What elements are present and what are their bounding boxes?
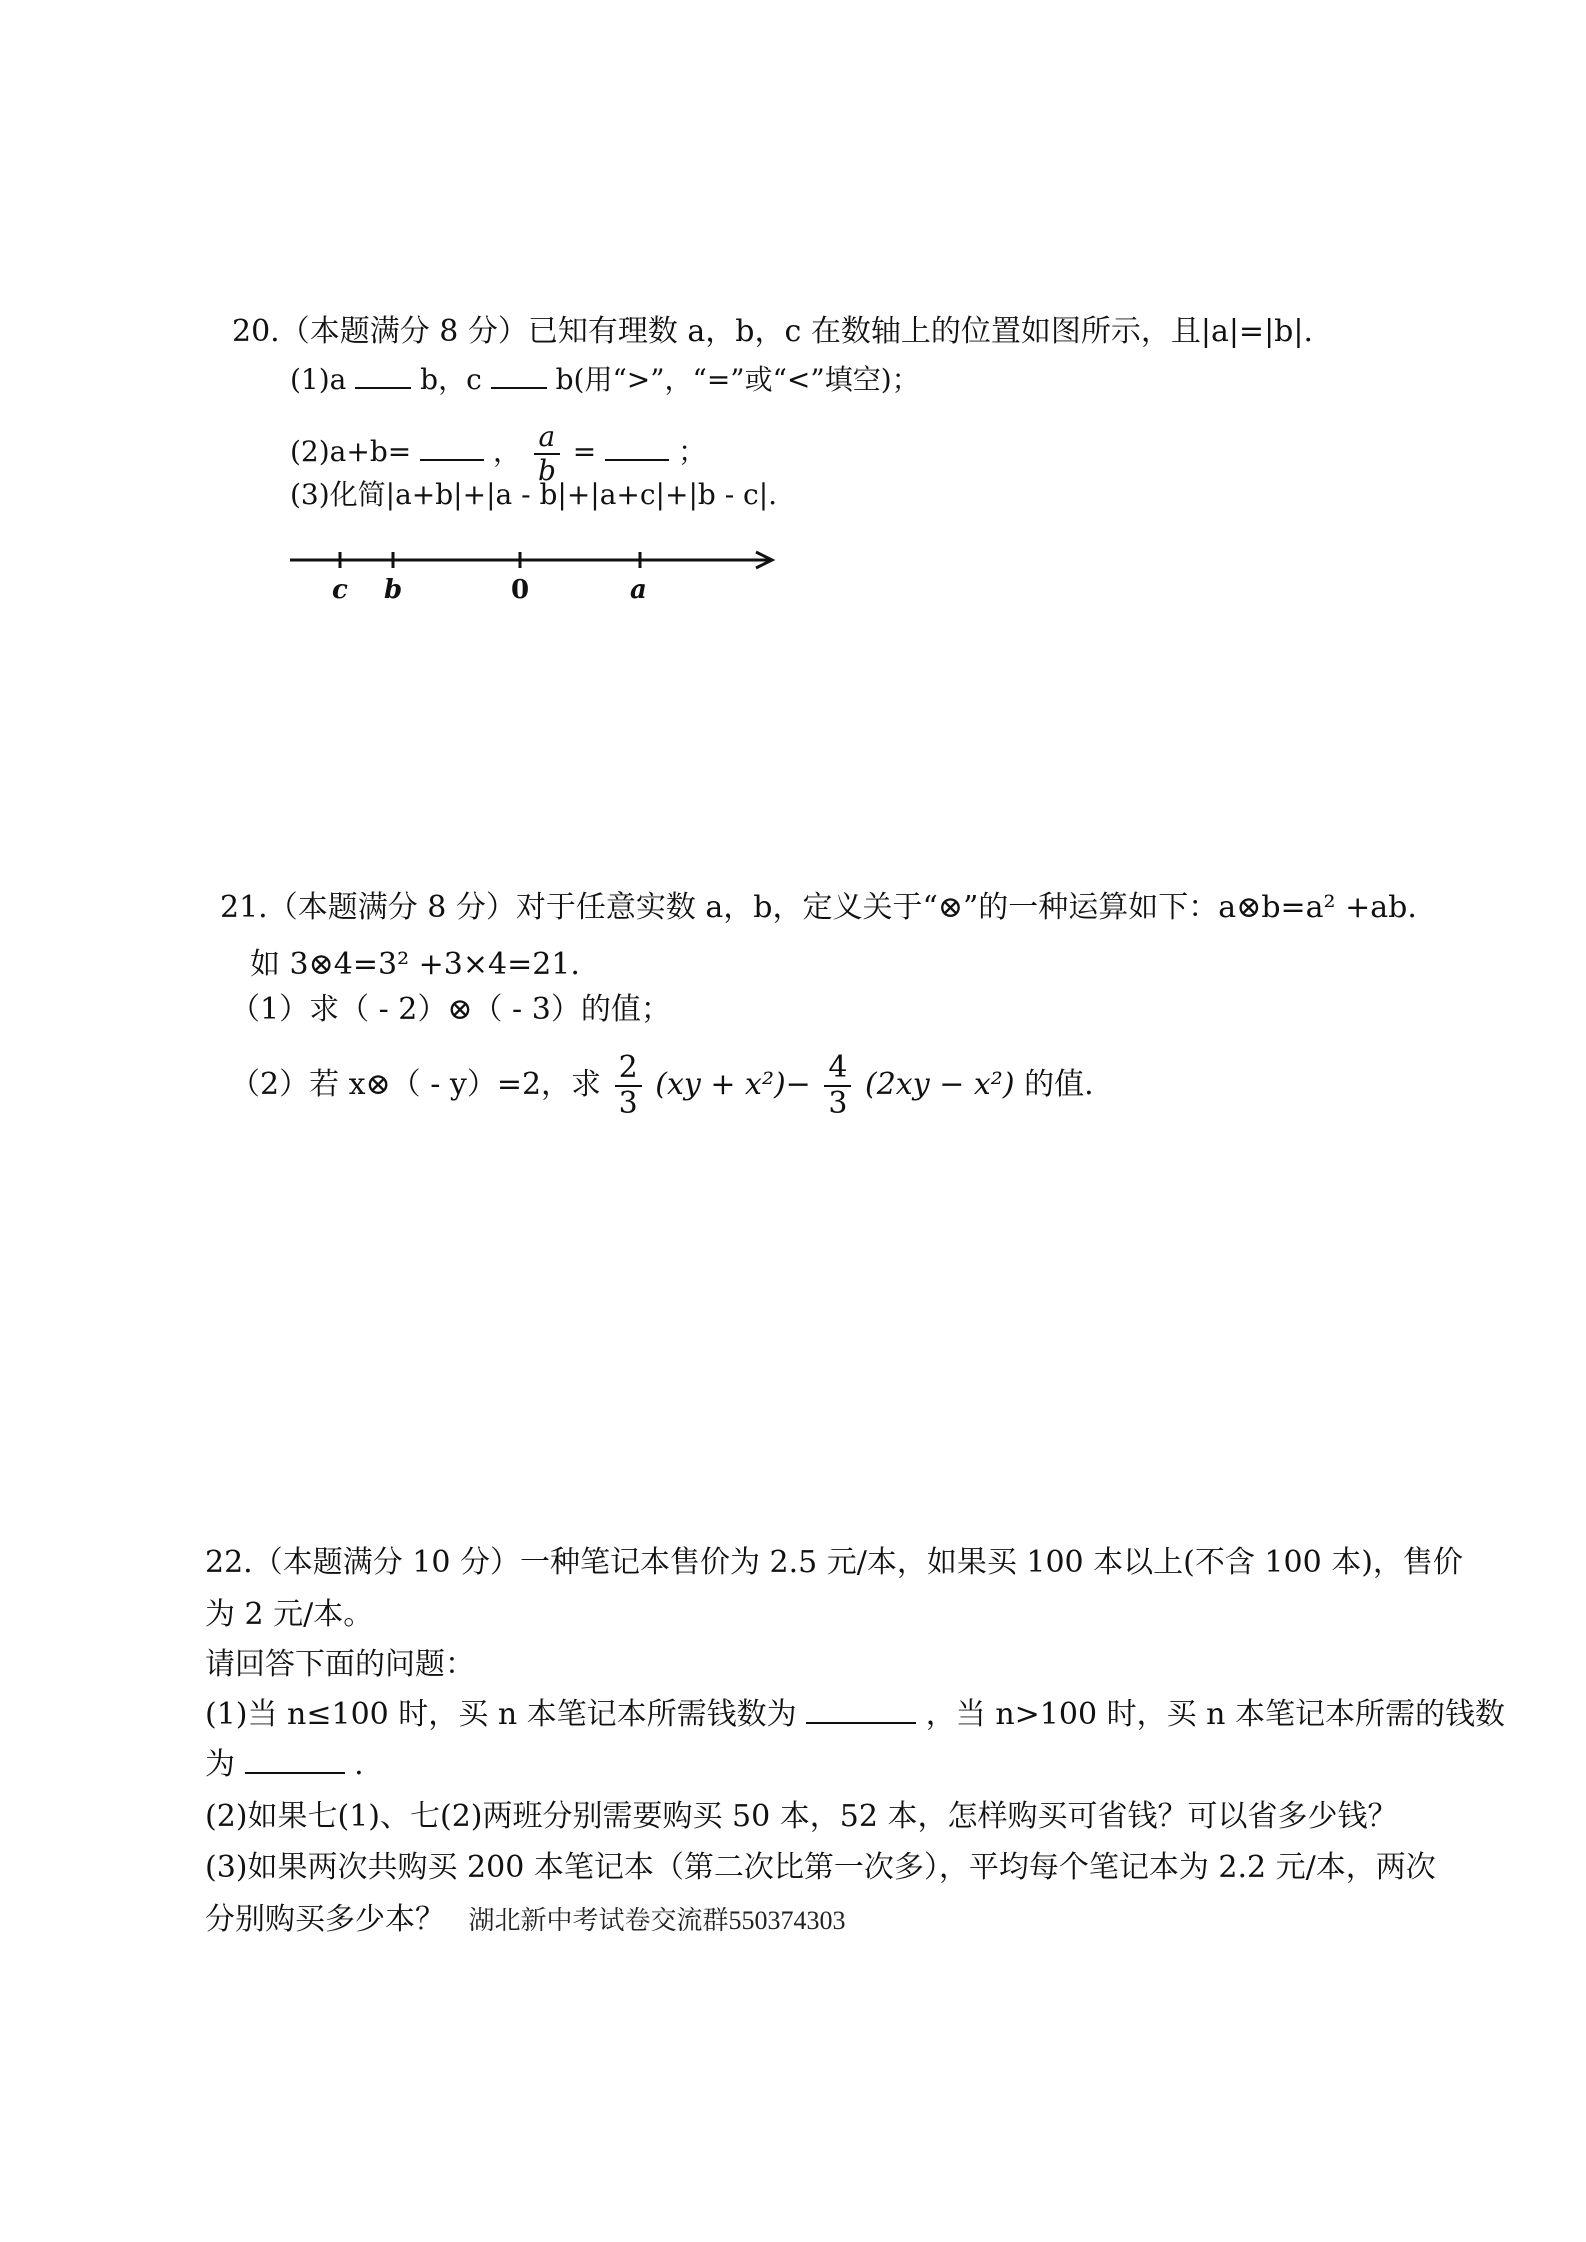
label-b: b: [384, 575, 403, 605]
answer-blank[interactable]: [491, 361, 547, 389]
label-a: a: [630, 575, 647, 605]
q22-part1-cont: 为 .: [205, 1747, 364, 1782]
watermark-text: 湖北新中考试卷交流群550374303: [468, 1906, 846, 1935]
q22-line3: 请回答下面的问题：: [205, 1647, 475, 1682]
fraction-four-thirds: $\frac{4}{3}$: [824, 1053, 851, 1119]
q20-part1: (1)a b，c b(用“>”，“=”或“<”填空)；: [290, 363, 920, 396]
answer-blank[interactable]: [806, 1696, 916, 1724]
fraction-a-over-b: $\frac{a}{b}$: [534, 423, 560, 485]
q21-part2: （2）若 x⊗（ - y）=2，求 $\frac{2}{3}$ (xy + x²)− $\frac{4}{3}$ (2xy − x²) 的值.: [230, 1050, 1094, 1121]
q22-part3: (3)如果两次共购买 200 本笔记本（第二次比第一次多），平均每个笔记本为 2.2 元/本，两次: [205, 1850, 1436, 1885]
q21-header: 21.（本题满分 8 分）对于任意实数 a，b，定义关于“⊗”的一种运算如下：a⊗b=a² +ab.: [220, 890, 1417, 925]
q20-part3: (3)化简|a+b|+|a - b|+|a+c|+|b - c|.: [290, 478, 778, 511]
answer-blank[interactable]: [245, 1746, 345, 1774]
fraction-two-thirds: $\frac{2}{3}$: [615, 1053, 642, 1119]
q22-line1: 22.（本题满分 10 分）一种笔记本售价为 2.5 元/本，如果买 100 本以上(不含 100 本)，售价: [205, 1545, 1463, 1580]
q20-part2: (2)a+b= ， $\frac{a}{b}$ = ；: [290, 419, 707, 487]
answer-blank[interactable]: [605, 433, 669, 461]
q22-part1: (1)当 n≤100 时，买 n 本笔记本所需钱数为 ，当 n>100 时，买 n 本笔记本所需的钱数: [205, 1697, 1505, 1732]
label-c: c: [332, 575, 348, 605]
q21-part1: （1）求（ - 2）⊗（ - 3）的值；: [230, 992, 671, 1027]
number-line-figure: [280, 540, 800, 620]
q22-line2: 为 2 元/本。: [205, 1597, 374, 1632]
answer-blank[interactable]: [355, 361, 411, 389]
q20-header: 20.（本题满分 8 分）已知有理数 a，b，c 在数轴上的位置如图所示，且|a|=|b|.: [232, 314, 1314, 349]
answer-blank[interactable]: [420, 433, 484, 461]
q22-part2: (2)如果七(1)、七(2)两班分别需要购买 50 本，52 本，怎样购买可省钱？可以省多少钱？: [205, 1799, 1398, 1834]
q21-example: 如 3⊗4=3² +3×4=21.: [250, 947, 580, 982]
label-0: 0: [511, 575, 530, 605]
q22-part3-cont: 分别购买多少本？ 湖北新中考试卷交流群550374303: [205, 1902, 846, 1937]
